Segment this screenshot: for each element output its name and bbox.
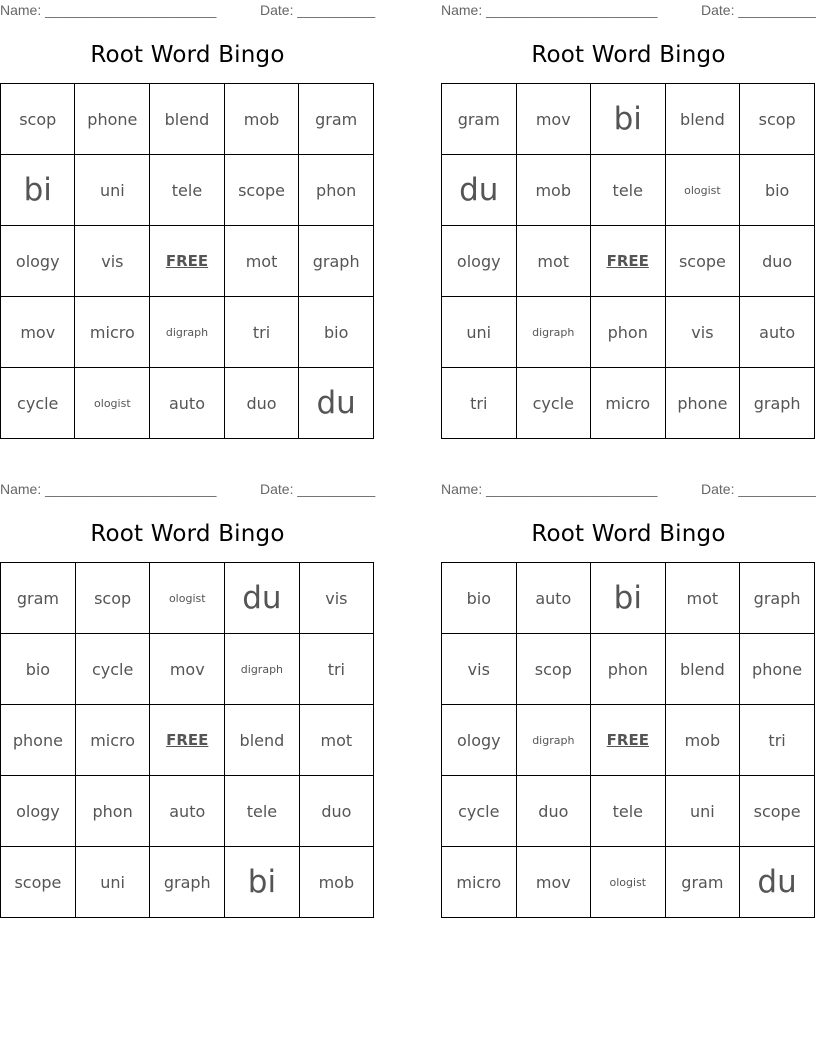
bingo-cell[interactable]: du [225,563,300,634]
bingo-row [1,155,374,226]
bingo-cell[interactable]: duo [740,226,815,297]
bingo-cell[interactable]: scope [665,226,740,297]
bingo-row [1,368,374,439]
bingo-row [442,776,815,847]
bingo-cell[interactable]: du [442,155,517,226]
bingo-cell[interactable]: digraph [225,634,300,705]
card-title: Root Word Bingo [531,42,726,68]
bingo-cell[interactable]: scope [1,847,76,918]
bingo-row [442,705,815,776]
bingo-cell[interactable]: tele [590,155,665,226]
bingo-cell[interactable]: ologist [591,847,665,918]
bingo-cell[interactable]: graph [150,847,225,918]
bingo-cell[interactable]: cycle [75,634,150,705]
bingo-cell[interactable]: vis [442,634,517,705]
bingo-cell[interactable]: graph [299,226,374,297]
bingo-cell[interactable]: duo [224,368,299,439]
bingo-cell[interactable]: gram [442,84,517,155]
bingo-cell[interactable]: ologist [665,155,740,226]
bingo-cell[interactable]: ology [442,226,517,297]
bingo-cell[interactable]: cycle [516,368,590,439]
bingo-cell[interactable]: scop [75,563,150,634]
bingo-cell[interactable]: scop [1,84,75,155]
bingo-grid [441,83,815,439]
bingo-cell[interactable]: scope [224,155,299,226]
bingo-cell[interactable]: tele [591,776,665,847]
bingo-cell[interactable]: phon [75,776,150,847]
bingo-cell[interactable]: scope [740,776,815,847]
bingo-cell[interactable]: auto [740,297,815,368]
bingo-row [1,847,374,918]
bingo-cell[interactable]: cycle [442,776,517,847]
card-header [0,0,375,22]
bingo-cell[interactable]: gram [665,847,740,918]
bingo-cell[interactable]: bi [225,847,300,918]
bingo-cell[interactable]: auto [516,563,590,634]
card-header [441,0,816,22]
bingo-cell[interactable]: phone [1,705,76,776]
bingo-row [1,226,374,297]
bingo-cell[interactable]: du [299,368,374,439]
bingo-cell[interactable]: mob [516,155,590,226]
free-space[interactable]: FREE [150,705,225,776]
bingo-cell[interactable]: uni [665,776,740,847]
bingo-cell[interactable]: vis [665,297,740,368]
bingo-grid [0,83,374,439]
bingo-cell[interactable]: mov [150,634,225,705]
bingo-cell[interactable]: mob [665,705,740,776]
bingo-cell[interactable]: phone [665,368,740,439]
bingo-row [442,368,815,439]
bingo-cell[interactable]: digraph [516,297,590,368]
name-field[interactable]: Name: ______________________ [441,481,658,497]
bingo-row [1,84,374,155]
bingo-cell[interactable]: ology [442,705,517,776]
bingo-cell[interactable]: micro [75,705,150,776]
card-header [441,479,816,501]
bingo-cell[interactable]: vis [75,226,150,297]
bingo-cell[interactable]: bio [1,634,76,705]
bingo-cell[interactable]: phon [591,634,665,705]
bingo-cell[interactable]: cycle [1,368,75,439]
bingo-cell[interactable]: mot [299,705,373,776]
date-field[interactable]: Date: __________ [260,481,376,497]
bingo-cell[interactable]: ologist [75,368,150,439]
bingo-cell[interactable]: blend [665,634,740,705]
bingo-cell[interactable]: mot [516,226,590,297]
bingo-cell[interactable]: micro [590,368,665,439]
bingo-cell[interactable]: ologist [150,563,225,634]
bingo-cell[interactable]: mob [224,84,299,155]
free-space[interactable]: FREE [150,226,225,297]
name-field[interactable]: Name: ______________________ [0,2,217,18]
bingo-cell[interactable]: blend [150,84,225,155]
bingo-cell[interactable]: blend [665,84,740,155]
bingo-cell[interactable]: ology [1,776,76,847]
bingo-cell[interactable]: uni [75,847,150,918]
bingo-card [441,479,816,900]
bingo-cell[interactable]: duo [299,776,373,847]
free-space[interactable]: FREE [591,705,665,776]
bingo-row [442,226,815,297]
bingo-cell[interactable]: mob [299,847,373,918]
bingo-card [441,0,816,413]
bingo-cell[interactable]: phon [590,297,665,368]
bingo-cell[interactable]: tri [442,368,517,439]
bingo-cell[interactable]: ology [1,226,75,297]
bingo-cell[interactable]: tri [740,705,815,776]
card-title: Root Word Bingo [90,521,285,547]
bingo-grid [441,562,815,918]
bingo-card [0,479,376,900]
bingo-cell[interactable]: phone [740,634,815,705]
name-field[interactable]: Name: ______________________ [441,2,658,18]
bingo-cell[interactable]: du [740,847,815,918]
bingo-row [442,634,815,705]
bingo-cell[interactable]: gram [299,84,374,155]
name-field[interactable]: Name: ______________________ [0,481,217,497]
bingo-row [442,84,815,155]
bingo-cell[interactable]: mot [665,563,740,634]
bingo-cell[interactable]: bi [590,84,665,155]
bingo-cell[interactable]: digraph [516,705,590,776]
bingo-cell[interactable]: blend [225,705,300,776]
bingo-card [0,0,376,421]
bingo-cell[interactable]: auto [150,776,225,847]
date-field[interactable]: Date: __________ [701,481,816,497]
bingo-cell[interactable]: mov [1,297,75,368]
date-field[interactable]: Date: __________ [701,2,816,18]
bingo-row [442,297,815,368]
bingo-cell[interactable]: auto [150,368,225,439]
bingo-cell[interactable]: bio [442,563,517,634]
date-field[interactable]: Date: __________ [260,2,376,18]
bingo-cell[interactable]: tri [224,297,299,368]
bingo-cell[interactable]: vis [299,563,373,634]
card-title: Root Word Bingo [90,42,285,68]
bingo-cell[interactable]: scop [740,84,815,155]
bingo-cell[interactable]: phon [299,155,374,226]
bingo-cell[interactable]: mov [516,84,590,155]
bingo-cell[interactable]: digraph [150,297,225,368]
bingo-cell[interactable]: bio [299,297,374,368]
bingo-row [1,776,374,847]
card-title: Root Word Bingo [531,521,726,547]
bingo-row [442,563,815,634]
bingo-cell[interactable]: gram [1,563,76,634]
bingo-cell[interactable]: bi [591,563,665,634]
bingo-cell[interactable]: tri [299,634,373,705]
bingo-cell[interactable]: mov [516,847,590,918]
bingo-cell[interactable]: mot [224,226,299,297]
card-header [0,479,375,501]
bingo-row [1,705,374,776]
bingo-cell[interactable]: graph [740,368,815,439]
bingo-row [1,297,374,368]
bingo-cell[interactable]: phone [75,84,150,155]
bingo-cell[interactable]: micro [442,847,517,918]
bingo-cell[interactable]: uni [75,155,150,226]
bingo-cell[interactable]: tele [225,776,300,847]
bingo-cell[interactable]: duo [516,776,590,847]
bingo-cell[interactable]: scop [516,634,590,705]
bingo-cell[interactable]: bio [740,155,815,226]
free-space[interactable]: FREE [590,226,665,297]
bingo-row [1,634,374,705]
bingo-cell[interactable]: graph [740,563,815,634]
bingo-cell[interactable]: bi [1,155,75,226]
bingo-cell[interactable]: uni [442,297,517,368]
bingo-cell[interactable]: tele [150,155,225,226]
bingo-row [442,847,815,918]
bingo-row [1,563,374,634]
bingo-grid [0,562,374,918]
bingo-cell[interactable]: micro [75,297,150,368]
bingo-row [442,155,815,226]
